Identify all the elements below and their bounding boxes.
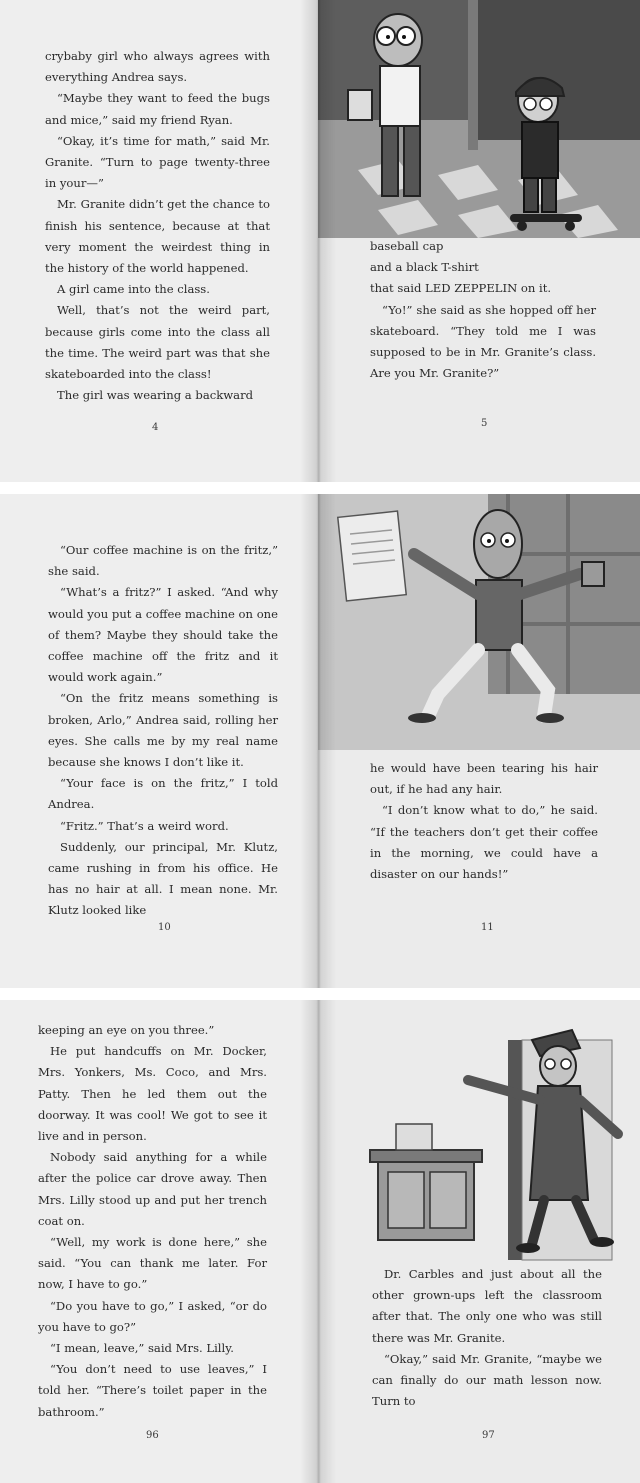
paragraph: “I mean, leave,” said Mrs. Lilly. bbox=[50, 1341, 234, 1356]
principal-with-mug-icon bbox=[318, 494, 640, 750]
page-gutter bbox=[300, 1000, 336, 1483]
paragraph: baseball cap bbox=[370, 239, 444, 253]
book-spread-1 bbox=[0, 0, 640, 482]
spread-separator bbox=[0, 988, 640, 1000]
paragraph: “Maybe they want to feed the bugs and mice,” said my friend Ryan. bbox=[45, 91, 270, 127]
page-5-text bbox=[370, 236, 596, 384]
paragraph: “I don’t know what to do,” he said. “If the teachers don’t get their coffee in the morning, we could have a disaster on our hands!” bbox=[370, 803, 598, 882]
page-96-text bbox=[38, 1020, 267, 1423]
paragraph: A girl came into the class. bbox=[57, 282, 210, 297]
paragraph: He put handcuffs on Mr. Docker, Mrs. Yonkers, Ms. Coco, and Mrs. Patty. Then he led them out the doorway. It was cool! We got to see it live and in person. bbox=[38, 1044, 267, 1144]
paragraph: crybaby girl who always agrees with everything Andrea says. bbox=[45, 49, 270, 85]
paragraph: “Well, my work is done here,” she said. “You can thank me later. For now, I have to go.” bbox=[38, 1235, 267, 1292]
page-96 bbox=[0, 1000, 318, 1483]
spread-separator bbox=[0, 482, 640, 494]
page-10 bbox=[0, 494, 318, 988]
page-number: 96 bbox=[146, 1430, 159, 1441]
paragraph: Mr. Granite didn’t get the chance to finish his sentence, because at that very moment the weirdest thing in the history of the world happened. bbox=[45, 197, 270, 276]
paragraph: Dr. Carbles and just about all the other grown-ups left the classroom after that. The only one who was still there was Mr. Granite. bbox=[372, 1267, 602, 1345]
paragraph: The girl was wearing a backward bbox=[57, 388, 254, 403]
paragraph: “Fritz.” That’s a weird word. bbox=[60, 818, 229, 833]
paragraph: Suddenly, our principal, Mr. Klutz, came rushing in from his office. He has no hair at all. I mean none. Mr. Klutz looked like bbox=[48, 839, 278, 918]
detective-in-doorway-icon bbox=[318, 1000, 640, 1262]
paragraph: keeping an eye on you three.” bbox=[38, 1023, 215, 1037]
paragraph: Nobody said anything for a while after the police car drove away. Then Mrs. Lilly stood up and put her trench coat on. bbox=[38, 1150, 267, 1228]
page-number: 5 bbox=[481, 418, 488, 429]
page-number: 10 bbox=[158, 922, 171, 933]
page-5 bbox=[318, 0, 640, 482]
paragraph: “What’s a fritz?” I asked. “And why would you put a coffee machine on one of them? Maybe they should take the coffee machine off the fritz and it would work again.” bbox=[48, 585, 278, 685]
paragraph: and a black T-shirt bbox=[370, 260, 479, 275]
paragraph: he would have been tearing his hair out, if he had any hair. bbox=[370, 761, 598, 797]
page-gutter bbox=[300, 494, 336, 988]
paragraph: “Yo!” she said as she hopped off her skateboard. “They told me I was supposed to be in Mr. Granite’s class. Are you Mr. Granite?” bbox=[370, 302, 596, 381]
paragraph: “You don’t need to use leaves,” I told her. “There’s toilet paper in the bathroom.” bbox=[38, 1362, 267, 1419]
page-11 bbox=[318, 494, 640, 988]
paragraph: “Your face is on the fritz,” I told Andrea. bbox=[48, 776, 278, 812]
page-number: 4 bbox=[152, 422, 159, 433]
book-spread-2 bbox=[0, 494, 640, 988]
page-11-text bbox=[370, 758, 598, 885]
page-gutter bbox=[300, 0, 336, 482]
page-4 bbox=[0, 0, 318, 482]
paragraph: Well, that’s not the weird part, because girls come into the class all the time. The weird part was that she skateboarded into the class! bbox=[45, 303, 270, 382]
paragraph: “Our coffee machine is on the fritz,” she said. bbox=[48, 543, 278, 579]
page-10-text bbox=[48, 540, 278, 922]
paragraph: “On the fritz means something is broken, Arlo,” Andrea said, rolling her eyes. She calls me by my real name because she knows I don’t like it. bbox=[48, 691, 278, 770]
page-number: 97 bbox=[482, 1430, 495, 1441]
paragraph: “Okay,” said Mr. Granite, “maybe we can finally do our math lesson now. Turn to bbox=[372, 1351, 602, 1409]
page-97-text bbox=[372, 1264, 602, 1412]
page-97 bbox=[318, 1000, 640, 1483]
page-4-text bbox=[45, 46, 270, 406]
paragraph: “Okay, it’s time for math,” said Mr. Granite. “Turn to page twenty-three in your—” bbox=[45, 133, 270, 191]
page-number: 11 bbox=[481, 922, 494, 933]
book-spread-3 bbox=[0, 1000, 640, 1483]
teacher-and-skateboarder-icon bbox=[318, 0, 640, 238]
paragraph: “Do you have to go,” I asked, “or do you have to go?” bbox=[38, 1298, 267, 1334]
paragraph: that said LED ZEPPELIN on it. bbox=[370, 281, 552, 296]
